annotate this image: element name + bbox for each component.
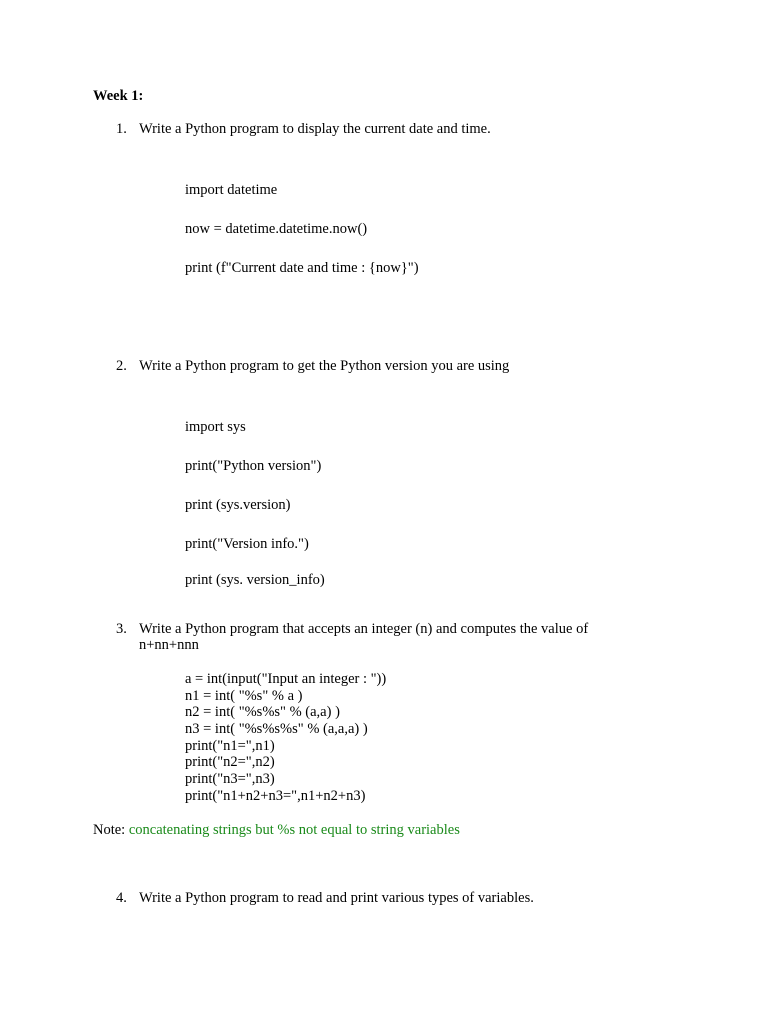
code-line: now = datetime.datetime.now() — [185, 221, 368, 237]
code-line: n2 = int( "%s%s" % (a,a) ) — [185, 704, 340, 720]
page-heading: Week 1: — [93, 88, 144, 104]
code-line: import datetime — [185, 182, 278, 198]
code-line: a = int(input("Input an integer : ")) — [185, 671, 387, 687]
code-line: print("n1+n2+n3=",n1+n2+n3) — [185, 788, 366, 804]
question-number: 2. — [116, 358, 127, 374]
question-text-continued: n+nn+nnn — [139, 637, 199, 653]
code-line: print (sys.version) — [185, 497, 291, 513]
question-number: 3. — [116, 621, 127, 637]
note — [93, 822, 460, 838]
code-line: print("n2=",n2) — [185, 754, 275, 770]
question-number: 1. — [116, 121, 127, 137]
code-line: print (sys. version_info) — [185, 572, 325, 588]
code-line: print("n3=",n3) — [185, 771, 275, 787]
question-text: Write a Python program that accepts an integer (n) and computes the value of — [139, 621, 589, 637]
code-line: print("Version info.") — [185, 536, 309, 552]
code-line: print("Python version") — [185, 458, 322, 474]
code-line: print (f"Current date and time : {now}") — [185, 260, 419, 276]
code-line: n1 = int( "%s" % a ) — [185, 688, 303, 704]
question-text: Write a Python program to read and print various types of variables. — [139, 890, 534, 906]
question-text: Write a Python program to get the Python version you are using — [139, 358, 510, 374]
note-label: Note: — [93, 822, 129, 838]
code-line: import sys — [185, 419, 246, 435]
note-text: concatenating strings but %s not equal to string variables — [128, 822, 460, 838]
question-text: Write a Python program to display the current date and time. — [139, 121, 491, 137]
code-line: n3 = int( "%s%s%s" % (a,a,a) ) — [185, 721, 368, 737]
question-number: 4. — [116, 890, 127, 906]
code-line: print("n1=",n1) — [185, 738, 275, 754]
